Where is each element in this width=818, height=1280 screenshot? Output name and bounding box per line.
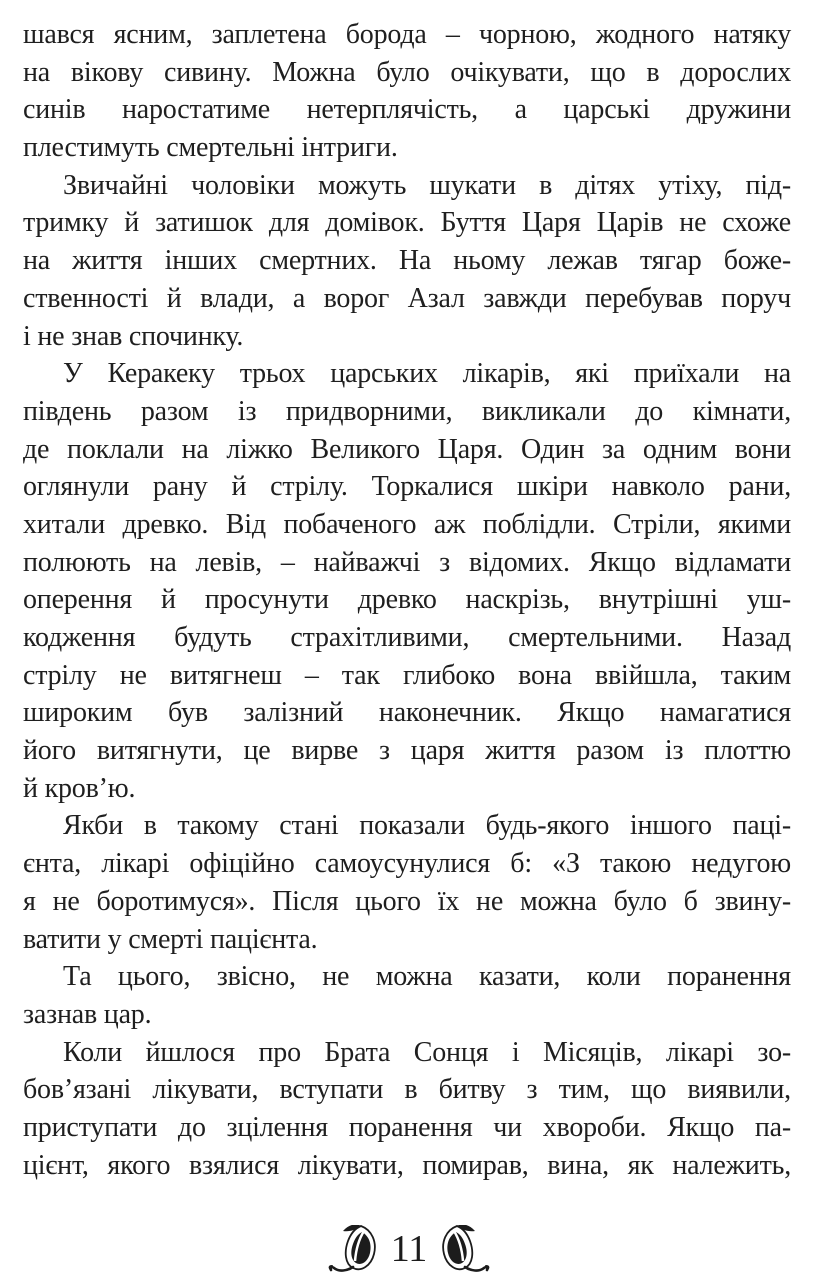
text-line: оглянули рану й стрілу. Торкалися шкіри навколо рани, bbox=[23, 471, 791, 503]
text-line: Коли йшлося про Брата Сонця і Місяців, лікарі зо- bbox=[63, 1036, 791, 1068]
text-line: шався ясним, заплетена борода – чорною, жодного натяку bbox=[23, 19, 791, 50]
paragraph bbox=[23, 355, 791, 807]
text-line: на життя інших смертних. На ньому лежав тягар боже- bbox=[23, 245, 791, 277]
paragraph bbox=[23, 807, 791, 958]
text-line: цієнт, якого взялися лікувати, помирав, вина, як належить, bbox=[23, 1149, 791, 1181]
paragraph bbox=[23, 16, 791, 167]
text-line: ственності й влади, а ворог Азал завжди перебував поруч bbox=[23, 282, 791, 314]
paragraph bbox=[23, 167, 791, 355]
text-line: тримку й затишок для домівок. Буття Царя Царів не схоже bbox=[23, 207, 791, 239]
text-line: його витягнути, це вирве з царя життя разом із плоттю bbox=[23, 735, 791, 767]
paragraph bbox=[23, 958, 791, 1033]
body-text bbox=[23, 16, 791, 1184]
text-line: У Керакеку трьох царських лікарів, які приїхали на bbox=[63, 358, 791, 390]
text-line: я не боротимуся». Після цього їх не можна було б звину- bbox=[23, 885, 791, 917]
text-line: стрілу не витягнеш – так глибоко вона ввійшла, таким bbox=[23, 659, 791, 691]
page-footer bbox=[0, 1224, 818, 1274]
text-line: синів наростатиме нетерплячість, а царські дружини bbox=[23, 94, 791, 126]
text-line: кодження будуть страхітливими, смертельними. Назад bbox=[23, 622, 791, 653]
text-line: полюють на левів, – найважчі з відомих. Якщо відламати bbox=[23, 546, 791, 578]
text-line: плестимуть смертельні інтриги. bbox=[23, 132, 398, 164]
page-number: 11 bbox=[390, 1228, 428, 1270]
text-line: хитали древко. Від побаченого аж поблідли. Стріли, якими bbox=[23, 508, 791, 540]
text-line: бов’язані лікувати, вступати в битву з тим, що виявили, bbox=[23, 1074, 791, 1106]
text-line: зазнав цар. bbox=[23, 998, 152, 1030]
text-line: єнта, лікарі офіційно самоусунулися б: «З такою недугою bbox=[23, 848, 791, 880]
text-line: Та цього, звісно, не можна казати, коли поранення bbox=[63, 961, 791, 993]
text-line: ватити у смерті пацієнта. bbox=[23, 923, 318, 955]
text-line: на вікову сивину. Можна було очікувати, що в дорослих bbox=[23, 56, 791, 88]
bird-flourish-right-icon bbox=[440, 1225, 490, 1273]
text-line: приступати до зцілення поранення чи хвороби. Якщо па- bbox=[23, 1111, 791, 1143]
paragraph bbox=[23, 1034, 791, 1185]
bird-flourish-left-icon bbox=[328, 1225, 378, 1273]
text-line: де поклали на ліжко Великого Царя. Один за одним вони bbox=[23, 433, 791, 465]
text-line: Звичайні чоловіки можуть шукати в дітях утіху, під- bbox=[63, 169, 791, 201]
text-line: і не знав спочинку. bbox=[23, 320, 244, 352]
text-line: широким був залізний наконечник. Якщо намагатися bbox=[23, 697, 791, 729]
text-line: південь разом із придворними, викликали до кімнати, bbox=[23, 395, 791, 427]
text-line: й кров’ю. bbox=[23, 772, 136, 804]
text-line: Якби в такому стані показали будь-якого іншого паці- bbox=[63, 810, 791, 842]
text-line: оперення й просунути древко наскрізь, внутрішні уш- bbox=[23, 584, 791, 616]
